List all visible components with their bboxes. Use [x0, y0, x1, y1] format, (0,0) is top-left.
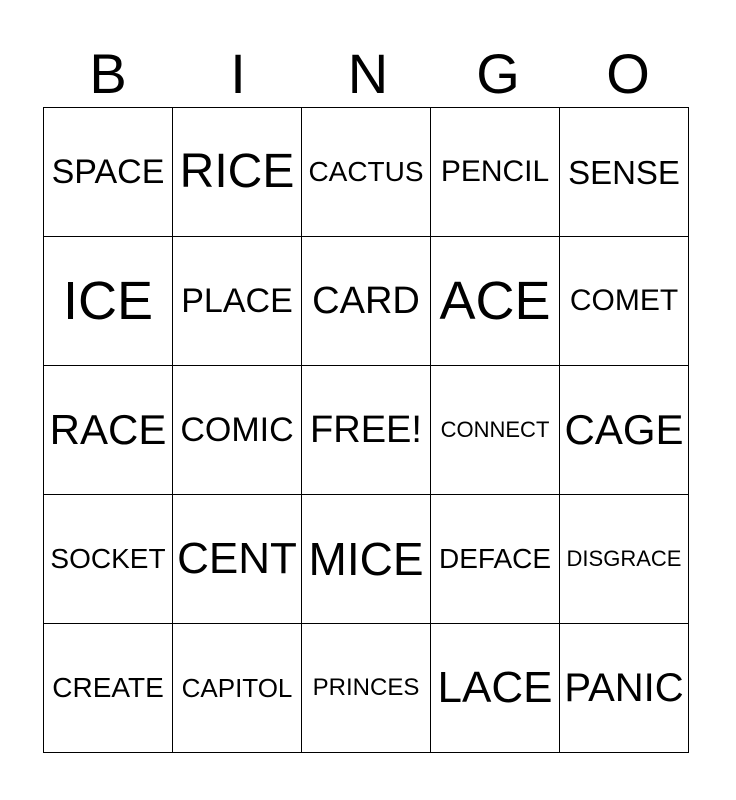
board-cell [431, 624, 560, 753]
board-cell [44, 237, 173, 366]
cell-word: RICE [179, 145, 295, 198]
cell-word: PENCIL [440, 155, 550, 188]
board-cell [302, 108, 431, 237]
cell-word: FREE! [310, 409, 422, 451]
header-letter-n: N [347, 42, 389, 105]
board-cell [302, 495, 431, 624]
board-cell [560, 108, 689, 237]
board-cell [173, 108, 302, 237]
board-cell [173, 366, 302, 495]
board-row [44, 495, 689, 624]
cell-word: ACE [439, 271, 551, 331]
board-cell [431, 108, 560, 237]
board-row [44, 108, 689, 237]
board-cell [560, 237, 689, 366]
cell-word: LACE [437, 663, 553, 712]
board-cell [302, 366, 431, 495]
board-cell [173, 495, 302, 624]
board-cell [44, 495, 173, 624]
cell-word: CACTUS [308, 156, 424, 187]
board-cell [431, 495, 560, 624]
board-cell [560, 624, 689, 753]
board-cell [44, 624, 173, 753]
board-cell [560, 495, 689, 624]
cell-word: SENSE [568, 153, 680, 191]
cell-word: PANIC [564, 666, 684, 710]
header-letter-o: O [606, 42, 650, 105]
cell-word: CENT [177, 534, 297, 583]
header-letter-i: I [230, 42, 246, 105]
cell-word: MICE [308, 533, 424, 585]
cell-word: PRINCES [312, 674, 420, 701]
bingo-header [43, 42, 693, 106]
board-cell [302, 624, 431, 753]
header-letter-g: G [476, 42, 520, 105]
board-cell [173, 624, 302, 753]
cell-word: SOCKET [50, 543, 166, 574]
cell-word: CAGE [564, 406, 684, 453]
board-cell [44, 366, 173, 495]
cell-word: CONNECT [440, 416, 550, 442]
cell-word: RACE [49, 406, 167, 453]
board-cell [44, 108, 173, 237]
board-cell [302, 237, 431, 366]
cell-word: DEFACE [438, 543, 552, 574]
header-letter-b: B [89, 42, 127, 105]
board-cell [431, 366, 560, 495]
cell-word: CAPITOL [181, 672, 293, 703]
cell-word: DISGRACE [566, 545, 682, 571]
board-cell [431, 237, 560, 366]
cell-word: PLACE [181, 282, 293, 320]
cell-word: COMET [569, 284, 679, 317]
cell-word: COMIC [180, 411, 294, 449]
cell-word: CREATE [52, 672, 164, 703]
cell-word: SPACE [51, 153, 165, 191]
board-row [44, 237, 689, 366]
board-cell [560, 366, 689, 495]
cell-word: ICE [62, 271, 154, 331]
board-row [44, 366, 689, 495]
bingo-board [43, 107, 689, 753]
cell-word: CARD [312, 280, 420, 322]
board-row [44, 624, 689, 753]
board-cell [173, 237, 302, 366]
